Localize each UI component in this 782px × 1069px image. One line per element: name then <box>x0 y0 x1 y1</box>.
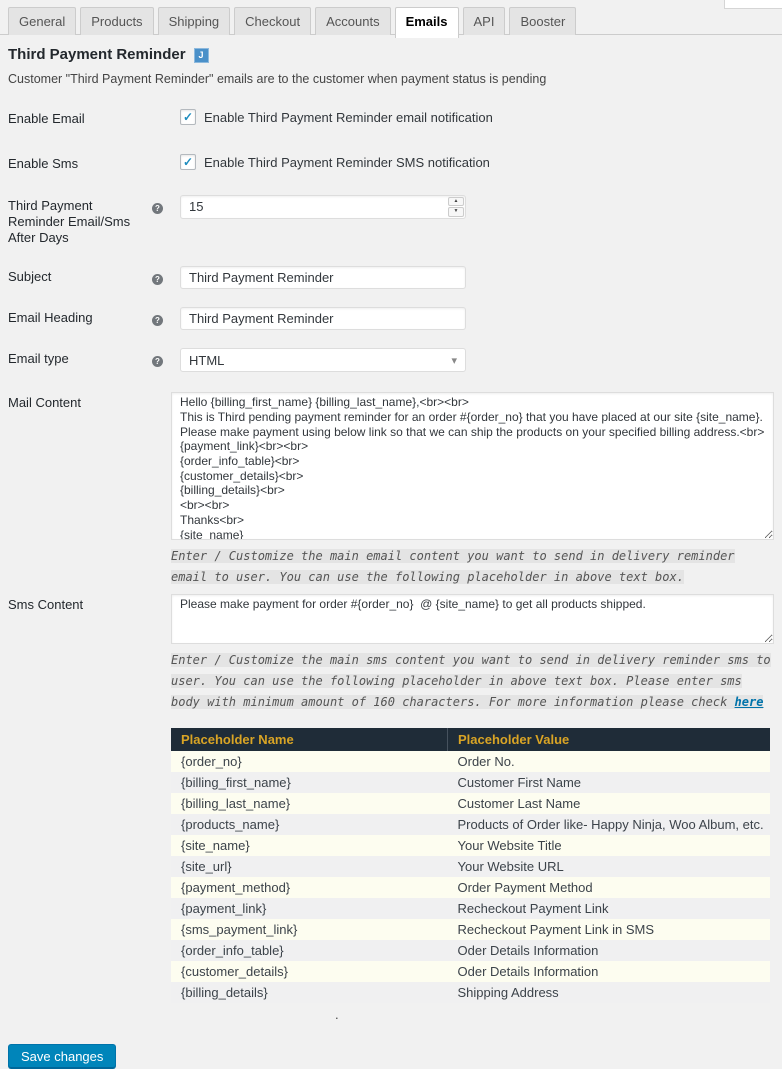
tab-emails[interactable]: Emails <box>395 7 459 38</box>
table-row <box>171 772 770 793</box>
table-cell: Your Website URL <box>448 856 771 877</box>
row-subject <box>8 266 774 289</box>
email-type-select[interactable] <box>180 348 466 372</box>
sms-content-description: Enter / Customize the main sms content you want to send in delivery reminder sms to user. You can use the following placeholder in above text box. Please enter sms body with minimum amount of 160 characters. For more information please check <box>171 653 771 710</box>
tab-general[interactable]: General <box>8 7 76 35</box>
row-enable-email <box>8 108 774 127</box>
table-cell: Oder Details Information <box>448 961 771 982</box>
check-icon: ✓ <box>182 110 194 124</box>
table-row <box>171 814 770 835</box>
tab-bar <box>0 0 782 35</box>
page-title <box>8 47 774 63</box>
mail-content-label: Mail Content <box>8 395 81 411</box>
table-cell: Products of Order like- Happy Ninja, Woo Album, etc. <box>448 814 771 835</box>
table-cell: {order_info_table} <box>171 940 448 961</box>
placeholder-table <box>171 728 770 1003</box>
settings-form <box>8 108 774 1022</box>
email-type-value: HTML <box>189 352 225 368</box>
table-row <box>171 856 770 877</box>
table-row <box>171 835 770 856</box>
tab-checkout[interactable]: Checkout <box>234 7 311 35</box>
table-row <box>171 793 770 814</box>
page-subtitle: Customer "Third Payment Reminder" emails are to the customer when payment status is pending <box>8 72 547 86</box>
screen-options-stub[interactable] <box>724 0 782 9</box>
table-cell: {site_url} <box>171 856 448 877</box>
table-cell: Your Website Title <box>448 835 771 856</box>
table-cell: Customer Last Name <box>448 793 771 814</box>
settings-page <box>0 47 782 1069</box>
row-mail-content <box>8 392 774 588</box>
more-info-link[interactable]: here <box>734 695 764 710</box>
placeholder-name-header: Placeholder Name <box>171 728 448 751</box>
table-cell: {billing_first_name} <box>171 772 448 793</box>
spin-up-icon[interactable]: ▲ <box>448 197 464 207</box>
row-email-heading <box>8 307 774 330</box>
tab-booster[interactable]: Booster <box>509 7 576 35</box>
page-title-text: Third Payment Reminder <box>8 46 186 63</box>
enable-sms-checkbox-label: Enable Third Payment Reminder SMS notification <box>204 154 490 170</box>
table-row <box>171 751 770 772</box>
after-days-label: Third Payment Reminder Email/Sms After Days <box>8 197 131 245</box>
table-cell: Shipping Address <box>448 982 771 1003</box>
enable-sms-checkbox[interactable] <box>180 154 196 170</box>
chevron-down-icon: ▾ <box>451 354 457 367</box>
table-row <box>171 877 770 898</box>
table-row <box>171 898 770 919</box>
table-cell: {billing_last_name} <box>171 793 448 814</box>
help-icon[interactable]: ? <box>152 274 163 285</box>
row-enable-sms <box>8 153 774 172</box>
placeholder-table-header-row <box>171 728 770 751</box>
table-cell: {payment_link} <box>171 898 448 919</box>
table-cell: Recheckout Payment Link <box>448 898 771 919</box>
after-days-stepper <box>180 195 466 219</box>
tab-accounts[interactable]: Accounts <box>315 7 390 35</box>
mail-content-textarea[interactable] <box>171 392 774 540</box>
check-icon: ✓ <box>182 155 194 170</box>
table-cell: Order Payment Method <box>448 877 771 898</box>
table-cell: {order_no} <box>171 751 448 772</box>
sms-content-textarea[interactable] <box>171 594 774 644</box>
tab-api[interactable]: API <box>463 7 506 35</box>
help-icon[interactable]: ? <box>152 203 163 214</box>
table-cell: Customer First Name <box>448 772 771 793</box>
table-cell: {customer_details} <box>171 961 448 982</box>
enable-email-checkbox[interactable] <box>180 109 196 125</box>
placeholder-table-body <box>171 751 770 1003</box>
table-row <box>171 940 770 961</box>
subject-input[interactable] <box>180 266 466 289</box>
tab-products[interactable]: Products <box>80 7 153 35</box>
table-row <box>171 982 770 1003</box>
enable-sms-label: Enable Sms <box>8 156 79 172</box>
enable-email-checkbox-label: Enable Third Payment Reminder email notification <box>204 109 493 125</box>
subject-label: Subject <box>8 269 52 285</box>
save-changes-button[interactable]: Save changes <box>8 1044 116 1069</box>
enable-email-label: Enable Email <box>8 111 85 126</box>
help-icon[interactable]: ? <box>152 315 163 326</box>
row-after-days <box>8 195 774 247</box>
table-cell: Order No. <box>448 751 771 772</box>
placeholder-value-header: Placeholder Value <box>448 728 771 751</box>
table-cell: {sms_payment_link} <box>171 919 448 940</box>
table-row <box>171 961 770 982</box>
spin-down-icon[interactable]: ▼ <box>448 207 464 217</box>
docs-icon[interactable]: J <box>194 48 209 63</box>
email-heading-label: Email Heading <box>8 310 93 326</box>
after-days-input[interactable] <box>181 196 447 218</box>
table-cell: {site_name} <box>171 835 448 856</box>
table-cell: Recheckout Payment Link in SMS <box>448 919 771 940</box>
row-email-type <box>8 348 774 372</box>
help-icon[interactable]: ? <box>152 356 163 367</box>
table-row <box>171 919 770 940</box>
email-type-label: Email type <box>8 351 69 367</box>
mail-content-description: Enter / Customize the main email content you want to send in delivery reminder email to user. You can use the following placeholder in above text box. <box>171 549 735 585</box>
tab-shipping[interactable]: Shipping <box>158 7 231 35</box>
table-cell: {products_name} <box>171 814 448 835</box>
table-cell: {billing_details} <box>171 982 448 1003</box>
sms-content-label: Sms Content <box>8 597 84 613</box>
row-sms-content <box>8 594 774 1022</box>
table-cell: Oder Details Information <box>448 940 771 961</box>
table-cell: {payment_method} <box>171 877 448 898</box>
email-heading-input[interactable] <box>180 307 466 330</box>
stray-dot: . <box>335 1007 339 1023</box>
